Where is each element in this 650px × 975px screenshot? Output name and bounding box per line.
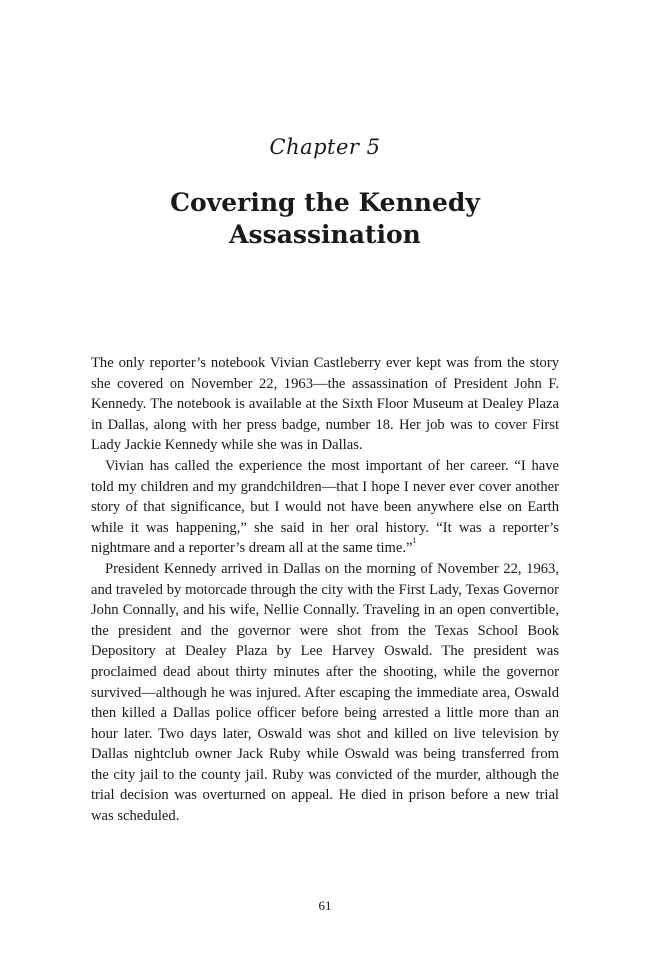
paragraph-3	[91, 559, 559, 827]
paragraph-1-text: The only reporter’s notebook Vivian Castleberry ever kept was from the story she covered on November 22, 1963—the assassination of President John F. Kennedy. The notebook is available at the Sixth Floor Museum at Dealey Plaza in Dallas, along with her press badge, number 18. Her job was to cover First Lady Jackie Kennedy while she was in Dallas.	[91, 355, 559, 454]
chapter-title-line-1: Covering the Kennedy	[170, 188, 480, 217]
paragraph-3-text: President Kennedy arrived in Dallas on the morning of November 22, 1963, and traveled by motorcade through the city with the First Lady, Texas Governor John Connally, and his wife, Nellie Connally. Traveling in an open convertible, the president and the governor were shot from the Texas School Book Depository at Dealey Plaza by Lee Harvey Oswald. The president was proclaimed dead about thirty minutes after the shooting, while the governor survived—although he was injured. After escaping the immediate area, Oswald then killed a Dallas police officer before being arrested a little more than an hour later. Two days later, Oswald was shot and killed on live television by Dallas nightclub owner Jack Ruby while Oswald was being transferred from the city jail to the county jail. Ruby was convicted of the murder, although the trial decision was overturned on appeal. He died in prison before a new trial was scheduled.	[91, 560, 559, 825]
footnote-marker: 1	[412, 536, 417, 546]
paragraph-1	[91, 353, 559, 456]
body-text	[91, 353, 559, 827]
paragraph-2-text: Vivian has called the experience the most important of her career. “I have told my children and my grandchildren—that I hope I never ever cover another story of that significance, but I would not have been anywhere else on Earth while it was happening,” she said in her oral history. “It was a reporter’s nightmare and a reporter’s dream all at the same time.”	[91, 457, 559, 557]
chapter-title	[0, 187, 650, 251]
chapter-label: Chapter 5	[269, 135, 381, 159]
page-number: 61	[318, 898, 332, 913]
chapter-title-line-2: Assassination	[229, 220, 421, 249]
paragraph-2	[91, 456, 559, 559]
